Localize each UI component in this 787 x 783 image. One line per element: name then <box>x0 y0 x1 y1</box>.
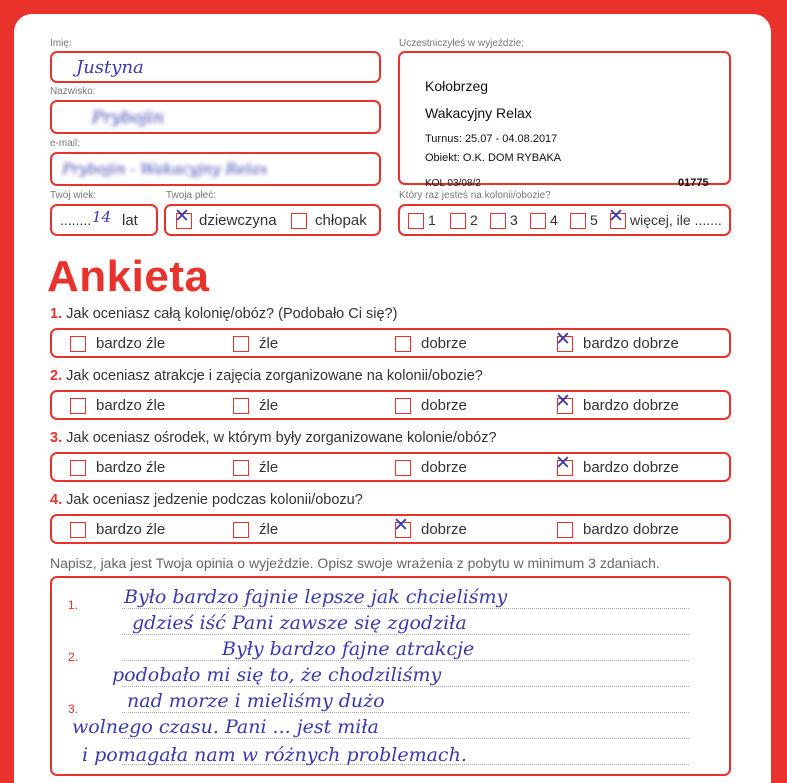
gender-option-chlopak: chłopak <box>315 212 367 229</box>
answer-checkbox[interactable] <box>70 336 86 352</box>
question-text: Jak oceniasz całą kolonię/obóz? (Podobało Ci się?) <box>66 306 398 322</box>
answer-option-label: bardzo dobrze <box>583 335 679 352</box>
trip-turnus: Turnus: 25.07 - 04.08.2017 <box>425 133 558 145</box>
trip-card <box>398 51 731 189</box>
handwritten-line-6: wolnego czasu. Pani ... jest miła <box>72 716 379 738</box>
answer-option-label: bardzo źle <box>96 397 166 414</box>
age-dots: ........ <box>60 212 92 228</box>
question-3 <box>50 430 497 446</box>
answer-option-label: bardzo źle <box>96 335 166 352</box>
answer-checkbox[interactable] <box>557 522 573 538</box>
age-label: Twój wiek: <box>50 190 97 201</box>
survey-sheet <box>14 14 771 783</box>
question-number: 2. <box>50 368 63 384</box>
check-mark-icon: ✕ <box>555 452 571 474</box>
gender-checkbox-dziewczyna[interactable] <box>174 205 192 229</box>
line-number-2: 2. <box>68 650 79 664</box>
name-value: Justyna <box>76 57 144 78</box>
times-option-more: więcej, ile ....... <box>630 212 722 228</box>
times-label: Który raz jesteś na kolonii/obozie? <box>399 190 551 201</box>
answer-checkbox[interactable] <box>233 522 249 538</box>
times-option-5: 5 <box>590 212 598 228</box>
guide-line <box>122 712 689 713</box>
name-label: Imię: <box>50 38 72 49</box>
answer-option-label: źle <box>259 459 279 476</box>
trip-number: 01775 <box>678 177 709 189</box>
times-checkbox-2[interactable] <box>450 213 466 229</box>
surname-label: Nazwisko: <box>50 86 96 97</box>
answer-checkbox[interactable] <box>395 460 411 476</box>
question-1 <box>50 306 397 322</box>
times-checkbox-3[interactable] <box>490 213 506 229</box>
email-label: e-mail: <box>50 138 81 149</box>
answer-checkbox[interactable] <box>555 390 573 414</box>
answer-option-label: bardzo źle <box>96 521 166 538</box>
question-text: Jak oceniasz atrakcje i zajęcia zorganizowane na kolonii/obozie? <box>66 368 483 384</box>
question-number: 4. <box>50 492 63 508</box>
times-option-4: 4 <box>550 212 558 228</box>
answer-checkbox[interactable] <box>555 328 573 352</box>
answer-checkbox[interactable] <box>555 452 573 476</box>
times-field <box>398 204 731 236</box>
guide-line <box>122 634 689 635</box>
answer-checkbox[interactable] <box>395 336 411 352</box>
answer-option-label: bardzo dobrze <box>583 521 679 538</box>
gender-field <box>164 204 381 236</box>
handwritten-line-4: podobało mi się to, że chodziliśmy <box>112 664 442 686</box>
answer-row-1 <box>50 328 731 358</box>
question-2 <box>50 368 483 384</box>
answer-option-label: źle <box>259 521 279 538</box>
answer-option-label: dobrze <box>421 521 467 538</box>
guide-line <box>122 738 689 739</box>
survey-title: Ankieta <box>47 252 210 301</box>
trip-city: Kołobrzeg <box>425 78 489 94</box>
check-mark-icon: ✕ <box>174 205 190 227</box>
age-field[interactable] <box>50 204 158 236</box>
age-unit: lat <box>122 212 138 229</box>
check-mark-icon: ✕ <box>555 390 571 412</box>
answer-option-label: dobrze <box>421 335 467 352</box>
surname-field[interactable] <box>50 100 381 134</box>
gender-option-dziewczyna: dziewczyna <box>199 212 277 229</box>
handwritten-line-7: i pomagała nam w różnych problemach. <box>82 744 467 766</box>
answer-row-3 <box>50 452 731 482</box>
answer-checkbox[interactable] <box>233 460 249 476</box>
question-number: 3. <box>50 430 63 446</box>
email-value: Prybojin - Wakacyjny Relax <box>62 160 268 178</box>
answer-option-label: bardzo dobrze <box>583 459 679 476</box>
surname-value: Prybojin <box>92 108 164 128</box>
trip-label: Uczestniczyłeś w wyjeździe: <box>399 38 525 49</box>
answer-row-2 <box>50 390 731 420</box>
answer-checkbox[interactable] <box>393 514 411 538</box>
guide-line <box>122 660 689 661</box>
times-option-1: 1 <box>428 212 436 228</box>
opinion-box[interactable] <box>50 576 731 776</box>
answer-option-label: bardzo źle <box>96 459 166 476</box>
trip-program: Wakacyjny Relax <box>425 105 532 121</box>
answer-checkbox[interactable] <box>233 398 249 414</box>
times-checkbox-5[interactable] <box>570 213 586 229</box>
line-number-3: 3. <box>68 702 79 716</box>
answer-checkbox[interactable] <box>70 522 86 538</box>
trip-code: KOL 03/08/2 <box>425 178 481 189</box>
question-text: Jak oceniasz ośrodek, w którym były zorganizowane kolonie/obóz? <box>66 430 497 446</box>
answer-option-label: dobrze <box>421 459 467 476</box>
times-checkbox-1[interactable] <box>408 213 424 229</box>
times-checkbox-4[interactable] <box>530 213 546 229</box>
answer-checkbox[interactable] <box>233 336 249 352</box>
answer-checkbox[interactable] <box>70 398 86 414</box>
name-field[interactable] <box>50 51 381 83</box>
gender-checkbox-chlopak[interactable] <box>291 213 307 229</box>
answer-option-label: dobrze <box>421 397 467 414</box>
answer-option-label: źle <box>259 335 279 352</box>
answer-row-4 <box>50 514 731 544</box>
gender-label: Twoja płeć: <box>166 190 217 201</box>
email-field[interactable] <box>50 152 381 186</box>
line-number-1: 1. <box>68 598 79 612</box>
answer-checkbox[interactable] <box>70 460 86 476</box>
guide-line <box>122 608 689 609</box>
check-mark-icon: ✕ <box>608 205 624 227</box>
question-4 <box>50 492 363 508</box>
question-text: Jak oceniasz jedzenie podczas kolonii/obozu? <box>66 492 363 508</box>
times-option-2: 2 <box>470 212 478 228</box>
answer-option-label: źle <box>259 397 279 414</box>
check-mark-icon: ✕ <box>555 328 571 350</box>
question-number: 1. <box>50 306 63 322</box>
guide-line <box>122 686 689 687</box>
trip-obiekt: Obiekt: O.K. DOM RYBAKA <box>425 152 562 164</box>
handwritten-line-5: nad morze i mieliśmy dużo <box>127 690 385 712</box>
opinion-prompt: Napisz, jaka jest Twoja opinia o wyjeździe. Opisz swoje wrażenia z pobytu w minimum 3 zdaniach. <box>50 555 660 571</box>
handwritten-line-3: Były bardzo fajne atrakcje <box>222 638 475 660</box>
check-mark-icon: ✕ <box>393 514 409 536</box>
times-checkbox-more[interactable] <box>608 205 626 229</box>
times-option-3: 3 <box>510 212 518 228</box>
handwritten-line-1: Było bardzo fajnie lepsze jak chcieliśmy <box>124 586 508 608</box>
handwritten-line-2: gdzieś iść Pani zawsze się zgodziła <box>132 612 467 634</box>
answer-checkbox[interactable] <box>395 398 411 414</box>
age-value: 14 <box>92 208 112 226</box>
answer-option-label: bardzo dobrze <box>583 397 679 414</box>
